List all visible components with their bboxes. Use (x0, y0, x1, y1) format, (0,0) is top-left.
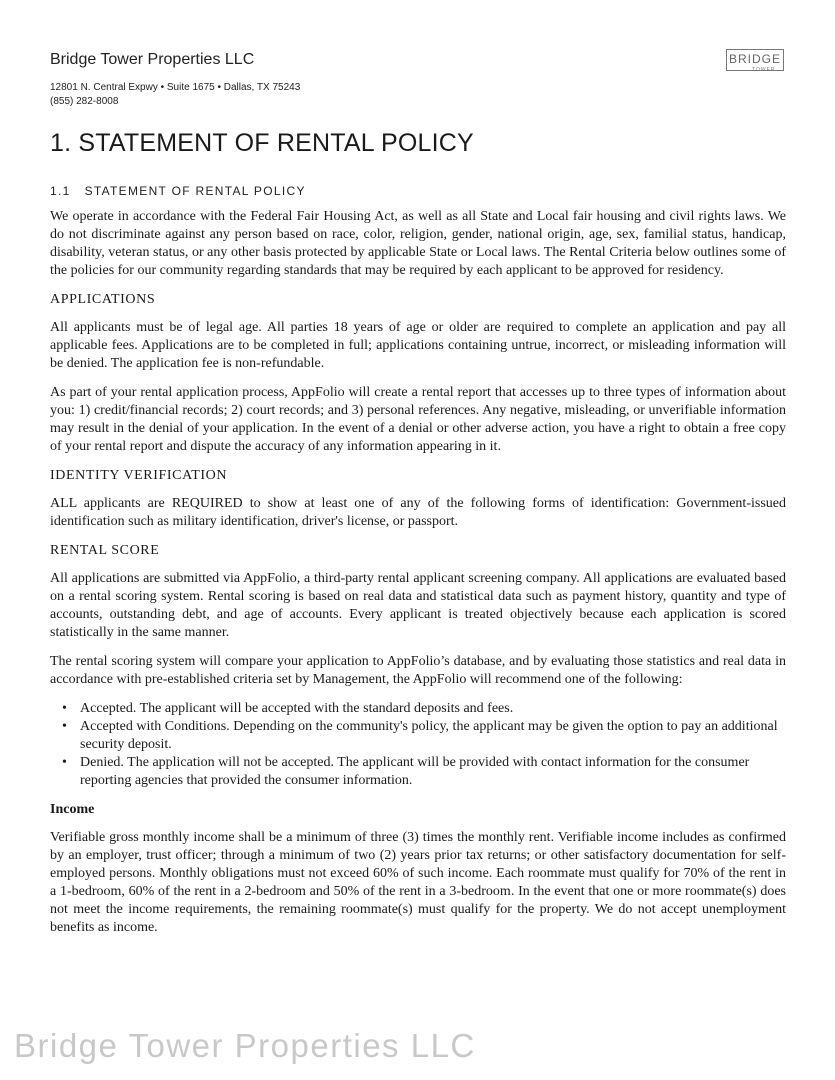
subsection-heading (50, 184, 306, 198)
company-address: 12801 N. Central Expwy • Suite 1675 • Dallas, TX 75243 (50, 82, 301, 93)
company-name: Bridge Tower Properties LLC (50, 51, 255, 68)
watermark-text: Bridge Tower Properties LLC (14, 1027, 476, 1064)
company-logo: BRIDGE (726, 49, 784, 71)
bullet-icon: • (62, 701, 67, 716)
page-title: 1. STATEMENT OF RENTAL POLICY (50, 129, 474, 157)
company-phone: (855) 282-8008 (50, 96, 119, 107)
rental-score-heading: RENTAL SCORE (50, 543, 160, 558)
list-item (50, 718, 786, 754)
subsection-title: STATEMENT OF RENTAL POLICY (84, 184, 306, 198)
company-contact (50, 81, 300, 109)
subsection-number: 1.1 (50, 184, 71, 198)
applications-paragraph-2: As part of your rental application process, AppFolio will create a rental report that accesses up to three types of information about you: 1) credit/financial records; 2) court records; and 3) personal references. Any negative, misleading, or unverifiable information may result in the denial of your application. In the event of a denial or other adverse action, you have a right to obtain a free copy of your rental report and dispute the accuracy of any information appearing in it. (50, 385, 786, 454)
income-heading: Income (50, 802, 95, 817)
rental-score-paragraph-1: All applications are submitted via AppFolio, a third-party rental applicant screening company. All applications are evaluated based on a rental scoring system. Rental scoring is based on real data and statistical data such as payment history, quantity and type of accounts, outstanding debt, and age of accounts. Every applicant is treated objectively because each application is scored statistically in the same manner. (50, 571, 786, 640)
list-item-text: Accepted with Conditions. Depending on the community's policy, the applicant may be given the option to pay an additional security deposit. (80, 719, 778, 752)
list-item (50, 700, 786, 718)
bullet-icon: • (62, 719, 67, 734)
identity-paragraph: ALL applicants are REQUIRED to show at least one of any of the following forms of identification: Government-issued identification such as military identification, driver's license, or passport. (50, 496, 786, 529)
list-item-text: Accepted. The applicant will be accepted with the standard deposits and fees. (80, 701, 514, 716)
rental-score-paragraph-2: The rental scoring system will compare your application to AppFolio’s database, and by evaluating those statistics and real data in accordance with pre-established criteria set by Management, the AppFolio will recommend one of the following: (50, 654, 786, 687)
applications-paragraph-1: All applicants must be of legal age. All parties 18 years of age or older are required to complete an application and pay all applicable fees. Applications are to be completed in full; applications containing untrue, incorrect, or misleading information will be denied. The application fee is non-refundable. (50, 320, 786, 371)
list-item (50, 754, 786, 790)
list-item-text: Denied. The application will not be accepted. The applicant will be provided with contact information for the consumer reporting agencies that provided the consumer information. (80, 755, 750, 788)
intro-paragraph: We operate in accordance with the Federal Fair Housing Act, as well as all State and Local fair housing and civil rights laws. We do not discriminate against any person based on race, color, religion, gender, national origin, age, sex, familial status, handicap, disability, veteran status, or any other basis protected by applicable State or Local laws. The Rental Criteria below outlines some of the policies for our community regarding standards that may be required by each applicant to be approved for residency. (50, 209, 786, 278)
identity-heading: IDENTITY VERIFICATION (50, 468, 228, 483)
document-body (50, 208, 786, 948)
bullet-icon: • (62, 755, 67, 770)
recommendation-list (50, 700, 786, 790)
applications-heading: APPLICATIONS (50, 292, 156, 307)
income-paragraph: Verifiable gross monthly income shall be a minimum of three (3) times the monthly rent. Verifiable income includes as confirmed by an employer, trust officer; through a minimum of two (2) years prior tax returns; or other satisfactory documentation for self-employed persons. Monthly obligations must not exceed 60% of such income. Each roommate must qualify for 70% of the rent in a 1-bedroom, 60% of the rent in a 2-bedroom and 50% of the rent in a 3-bedroom. In the event that one or more roommate(s) does not meet the income requirements, the remaining roommate(s) must qualify for the property. We do not accept unemployment benefits as income. (50, 830, 786, 935)
company-logo-sub: TOWER (752, 67, 776, 73)
